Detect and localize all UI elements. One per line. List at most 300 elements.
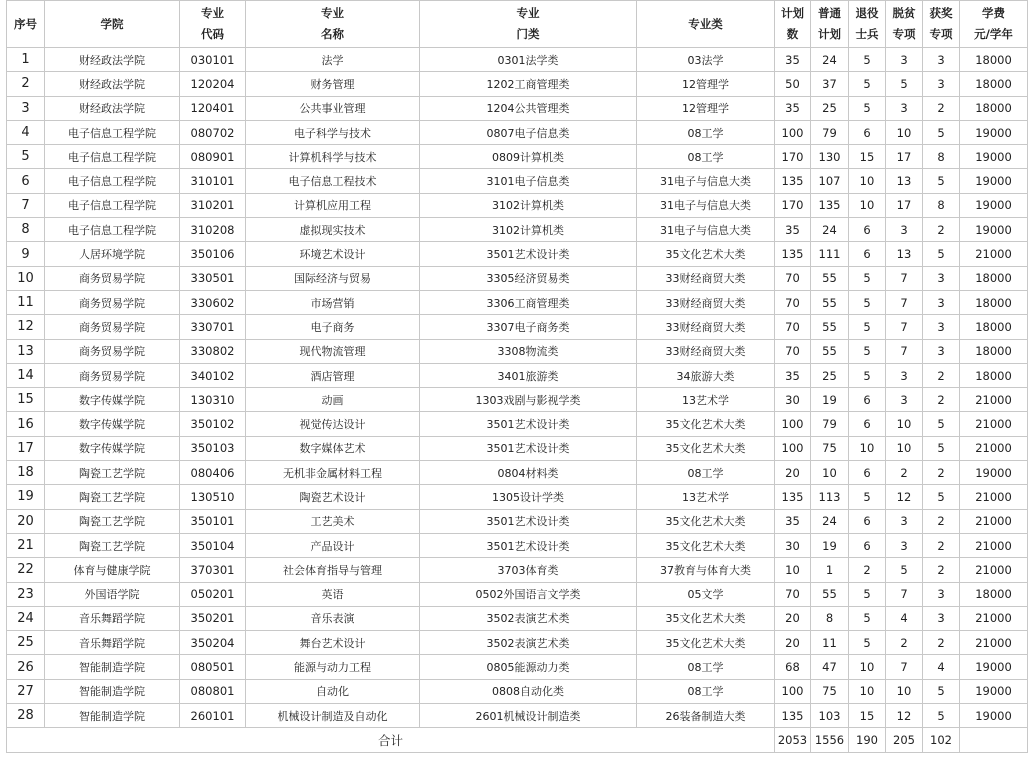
header-poverty [886, 1, 923, 48]
cell-college: 数字传媒学院 [45, 388, 180, 412]
cell-fee: 18000 [960, 72, 1028, 96]
cell-name: 计算机应用工程 [246, 193, 420, 217]
cell-veteran: 5 [849, 315, 886, 339]
cell-general: 79 [811, 120, 849, 144]
cell-college: 外国语学院 [45, 582, 180, 606]
cell-seq: 27 [7, 679, 45, 703]
cell-award: 2 [923, 533, 960, 557]
cell-award: 3 [923, 48, 960, 72]
cell-class: 33财经商贸大类 [637, 290, 775, 314]
cell-fee: 18000 [960, 582, 1028, 606]
cell-code: 350103 [180, 436, 246, 460]
cell-general: 47 [811, 655, 849, 679]
cell-fee: 18000 [960, 96, 1028, 120]
cell-poverty: 7 [886, 290, 923, 314]
cell-code: 350106 [180, 242, 246, 266]
cell-code: 310201 [180, 193, 246, 217]
cell-fee: 21000 [960, 558, 1028, 582]
cell-code: 330701 [180, 315, 246, 339]
cell-plan: 35 [775, 48, 811, 72]
cell-award: 2 [923, 96, 960, 120]
total-veteran: 190 [849, 728, 886, 752]
cell-veteran: 5 [849, 339, 886, 363]
cell-code: 310101 [180, 169, 246, 193]
cell-poverty: 3 [886, 363, 923, 387]
cell-college: 陶瓷工艺学院 [45, 533, 180, 557]
cell-name: 视觉传达设计 [246, 412, 420, 436]
cell-award: 3 [923, 290, 960, 314]
cell-seq: 16 [7, 412, 45, 436]
cell-award: 2 [923, 509, 960, 533]
cell-fee: 18000 [960, 290, 1028, 314]
cell-plan: 70 [775, 315, 811, 339]
cell-poverty: 2 [886, 631, 923, 655]
header-college: 学院 [45, 1, 180, 48]
cell-poverty: 7 [886, 655, 923, 679]
cell-general: 24 [811, 509, 849, 533]
table-row [7, 679, 1028, 703]
cell-college: 陶瓷工艺学院 [45, 485, 180, 509]
cell-general: 25 [811, 363, 849, 387]
cell-award: 5 [923, 436, 960, 460]
header-plan-line2: 数 [786, 27, 799, 41]
cell-name: 市场营销 [246, 290, 420, 314]
cell-general: 107 [811, 169, 849, 193]
cell-general: 10 [811, 461, 849, 485]
table-row [7, 193, 1028, 217]
header-veteran-line2: 士兵 [855, 27, 879, 41]
cell-seq: 1 [7, 48, 45, 72]
header-plan-line1: 计划 [781, 6, 804, 20]
cell-category: 3401旅游类 [420, 363, 637, 387]
cell-seq: 6 [7, 169, 45, 193]
cell-code: 350201 [180, 606, 246, 630]
cell-name: 虚拟现实技术 [246, 218, 420, 242]
cell-general: 55 [811, 266, 849, 290]
table-row [7, 339, 1028, 363]
cell-award: 5 [923, 704, 960, 728]
cell-plan: 30 [775, 388, 811, 412]
header-general [811, 1, 849, 48]
cell-veteran: 6 [849, 242, 886, 266]
table-row [7, 461, 1028, 485]
cell-plan: 10 [775, 558, 811, 582]
cell-category: 0301法学类 [420, 48, 637, 72]
cell-name: 环境艺术设计 [246, 242, 420, 266]
total-general: 1556 [811, 728, 849, 752]
cell-class: 08工学 [637, 145, 775, 169]
cell-code: 350101 [180, 509, 246, 533]
cell-college: 财经政法学院 [45, 96, 180, 120]
cell-class: 12管理学 [637, 72, 775, 96]
cell-seq: 28 [7, 704, 45, 728]
cell-poverty: 13 [886, 169, 923, 193]
cell-plan: 135 [775, 704, 811, 728]
cell-code: 260101 [180, 704, 246, 728]
cell-class: 35文化艺术大类 [637, 509, 775, 533]
cell-name: 音乐表演 [246, 606, 420, 630]
cell-award: 2 [923, 558, 960, 582]
cell-code: 130510 [180, 485, 246, 509]
header-fee-line1: 学费 [982, 6, 1005, 20]
cell-class: 33财经商贸大类 [637, 339, 775, 363]
header-code-line1: 专业 [201, 6, 224, 20]
cell-class: 12管理学 [637, 96, 775, 120]
header-poverty-line1: 脱贫 [892, 6, 916, 20]
cell-fee: 21000 [960, 606, 1028, 630]
cell-poverty: 3 [886, 509, 923, 533]
cell-veteran: 15 [849, 704, 886, 728]
table-row [7, 120, 1028, 144]
cell-name: 现代物流管理 [246, 339, 420, 363]
cell-veteran: 5 [849, 631, 886, 655]
cell-award: 2 [923, 631, 960, 655]
cell-fee: 19000 [960, 218, 1028, 242]
cell-veteran: 5 [849, 290, 886, 314]
total-award: 102 [923, 728, 960, 752]
cell-class: 35文化艺术大类 [637, 412, 775, 436]
cell-poverty: 17 [886, 193, 923, 217]
cell-seq: 15 [7, 388, 45, 412]
cell-seq: 5 [7, 145, 45, 169]
table-row [7, 72, 1028, 96]
cell-category: 3305经济贸易类 [420, 266, 637, 290]
cell-seq: 12 [7, 315, 45, 339]
cell-plan: 35 [775, 363, 811, 387]
cell-award: 2 [923, 388, 960, 412]
cell-class: 35文化艺术大类 [637, 436, 775, 460]
cell-category: 3501艺术设计类 [420, 412, 637, 436]
cell-poverty: 3 [886, 218, 923, 242]
cell-fee: 18000 [960, 315, 1028, 339]
header-class: 专业类 [637, 1, 775, 48]
cell-plan: 35 [775, 509, 811, 533]
cell-general: 130 [811, 145, 849, 169]
cell-college: 电子信息工程学院 [45, 193, 180, 217]
cell-general: 24 [811, 218, 849, 242]
cell-plan: 170 [775, 193, 811, 217]
cell-poverty: 10 [886, 436, 923, 460]
cell-plan: 100 [775, 436, 811, 460]
cell-award: 3 [923, 339, 960, 363]
cell-poverty: 5 [886, 72, 923, 96]
cell-veteran: 5 [849, 96, 886, 120]
cell-veteran: 5 [849, 72, 886, 96]
table-row [7, 509, 1028, 533]
cell-award: 2 [923, 363, 960, 387]
cell-poverty: 7 [886, 582, 923, 606]
cell-code: 310208 [180, 218, 246, 242]
header-row [7, 1, 1028, 48]
cell-college: 数字传媒学院 [45, 412, 180, 436]
cell-seq: 11 [7, 290, 45, 314]
cell-plan: 70 [775, 290, 811, 314]
table-row [7, 363, 1028, 387]
cell-award: 5 [923, 679, 960, 703]
cell-award: 3 [923, 266, 960, 290]
cell-veteran: 6 [849, 533, 886, 557]
cell-seq: 19 [7, 485, 45, 509]
header-name [246, 1, 420, 48]
cell-name: 法学 [246, 48, 420, 72]
table-row [7, 606, 1028, 630]
cell-seq: 8 [7, 218, 45, 242]
cell-college: 商务贸易学院 [45, 339, 180, 363]
cell-fee: 18000 [960, 339, 1028, 363]
cell-award: 8 [923, 145, 960, 169]
cell-name: 动画 [246, 388, 420, 412]
cell-veteran: 10 [849, 679, 886, 703]
header-plan [775, 1, 811, 48]
table-row [7, 290, 1028, 314]
cell-category: 3306工商管理类 [420, 290, 637, 314]
cell-seq: 2 [7, 72, 45, 96]
cell-class: 35文化艺术大类 [637, 606, 775, 630]
header-code [180, 1, 246, 48]
cell-code: 130310 [180, 388, 246, 412]
total-plan: 2053 [775, 728, 811, 752]
cell-class: 34旅游大类 [637, 363, 775, 387]
header-award [923, 1, 960, 48]
cell-poverty: 12 [886, 704, 923, 728]
header-category-line2: 门类 [516, 27, 540, 41]
cell-code: 330802 [180, 339, 246, 363]
cell-veteran: 10 [849, 193, 886, 217]
cell-category: 3102计算机类 [420, 218, 637, 242]
cell-veteran: 5 [849, 266, 886, 290]
cell-class: 08工学 [637, 655, 775, 679]
cell-class: 13艺术学 [637, 388, 775, 412]
cell-plan: 170 [775, 145, 811, 169]
cell-category: 3102计算机类 [420, 193, 637, 217]
cell-code: 120401 [180, 96, 246, 120]
cell-poverty: 2 [886, 461, 923, 485]
cell-veteran: 15 [849, 145, 886, 169]
cell-fee: 18000 [960, 363, 1028, 387]
cell-college: 陶瓷工艺学院 [45, 509, 180, 533]
cell-code: 080501 [180, 655, 246, 679]
cell-seq: 22 [7, 558, 45, 582]
cell-college: 商务贸易学院 [45, 315, 180, 339]
header-general-line2: 计划 [818, 27, 841, 41]
cell-class: 26装备制造大类 [637, 704, 775, 728]
table-row [7, 631, 1028, 655]
cell-award: 4 [923, 655, 960, 679]
cell-fee: 19000 [960, 655, 1028, 679]
cell-name: 酒店管理 [246, 363, 420, 387]
cell-name: 陶瓷艺术设计 [246, 485, 420, 509]
cell-award: 3 [923, 315, 960, 339]
table-row [7, 145, 1028, 169]
table-row [7, 388, 1028, 412]
cell-seq: 14 [7, 363, 45, 387]
cell-plan: 20 [775, 461, 811, 485]
cell-veteran: 6 [849, 461, 886, 485]
cell-seq: 23 [7, 582, 45, 606]
cell-veteran: 10 [849, 169, 886, 193]
table-row [7, 169, 1028, 193]
cell-general: 55 [811, 315, 849, 339]
cell-code: 050201 [180, 582, 246, 606]
cell-award: 5 [923, 120, 960, 144]
cell-code: 350104 [180, 533, 246, 557]
cell-name: 舞台艺术设计 [246, 631, 420, 655]
cell-fee: 21000 [960, 388, 1028, 412]
cell-college: 财经政法学院 [45, 48, 180, 72]
cell-name: 自动化 [246, 679, 420, 703]
cell-college: 商务贸易学院 [45, 290, 180, 314]
cell-college: 财经政法学院 [45, 72, 180, 96]
cell-general: 55 [811, 339, 849, 363]
table-body [7, 48, 1028, 728]
cell-name: 工艺美术 [246, 509, 420, 533]
total-poverty: 205 [886, 728, 923, 752]
cell-seq: 4 [7, 120, 45, 144]
cell-plan: 70 [775, 266, 811, 290]
cell-code: 330501 [180, 266, 246, 290]
cell-seq: 13 [7, 339, 45, 363]
cell-name: 能源与动力工程 [246, 655, 420, 679]
cell-veteran: 5 [849, 582, 886, 606]
cell-category: 0808自动化类 [420, 679, 637, 703]
total-label: 合计 [7, 728, 775, 752]
cell-award: 3 [923, 606, 960, 630]
cell-college: 人居环境学院 [45, 242, 180, 266]
cell-name: 数字媒体艺术 [246, 436, 420, 460]
cell-category: 1204公共管理类 [420, 96, 637, 120]
cell-college: 智能制造学院 [45, 655, 180, 679]
cell-college: 商务贸易学院 [45, 363, 180, 387]
cell-category: 2601机械设计制造类 [420, 704, 637, 728]
cell-fee: 19000 [960, 461, 1028, 485]
cell-category: 3703体育类 [420, 558, 637, 582]
cell-college: 电子信息工程学院 [45, 169, 180, 193]
cell-category: 3501艺术设计类 [420, 533, 637, 557]
cell-general: 19 [811, 533, 849, 557]
cell-name: 电子信息工程技术 [246, 169, 420, 193]
table-row [7, 315, 1028, 339]
cell-name: 电子科学与技术 [246, 120, 420, 144]
cell-category: 0805能源动力类 [420, 655, 637, 679]
cell-veteran: 6 [849, 509, 886, 533]
cell-name: 无机非金属材料工程 [246, 461, 420, 485]
cell-veteran: 6 [849, 120, 886, 144]
cell-category: 3501艺术设计类 [420, 242, 637, 266]
header-name-line2: 名称 [321, 27, 344, 41]
cell-fee: 21000 [960, 533, 1028, 557]
cell-award: 5 [923, 412, 960, 436]
cell-award: 5 [923, 169, 960, 193]
cell-seq: 21 [7, 533, 45, 557]
cell-category: 0809计算机类 [420, 145, 637, 169]
cell-fee: 19000 [960, 704, 1028, 728]
cell-general: 113 [811, 485, 849, 509]
cell-poverty: 3 [886, 96, 923, 120]
cell-award: 8 [923, 193, 960, 217]
header-general-line1: 普通 [818, 6, 841, 20]
cell-class: 37教育与体育大类 [637, 558, 775, 582]
cell-plan: 30 [775, 533, 811, 557]
header-award-line1: 获奖 [929, 6, 953, 20]
cell-college: 电子信息工程学院 [45, 145, 180, 169]
cell-class: 35文化艺术大类 [637, 631, 775, 655]
table-row [7, 242, 1028, 266]
cell-fee: 21000 [960, 509, 1028, 533]
cell-poverty: 3 [886, 533, 923, 557]
cell-college: 智能制造学院 [45, 704, 180, 728]
cell-seq: 17 [7, 436, 45, 460]
cell-poverty: 7 [886, 339, 923, 363]
cell-college: 音乐舞蹈学院 [45, 606, 180, 630]
cell-class: 03法学 [637, 48, 775, 72]
cell-plan: 20 [775, 631, 811, 655]
cell-seq: 7 [7, 193, 45, 217]
cell-seq: 26 [7, 655, 45, 679]
cell-college: 电子信息工程学院 [45, 120, 180, 144]
cell-name: 社会体育指导与管理 [246, 558, 420, 582]
cell-fee: 19000 [960, 120, 1028, 144]
header-fee-line2: 元/学年 [974, 27, 1013, 41]
cell-name: 产品设计 [246, 533, 420, 557]
cell-general: 19 [811, 388, 849, 412]
cell-general: 25 [811, 96, 849, 120]
cell-plan: 135 [775, 169, 811, 193]
cell-veteran: 5 [849, 485, 886, 509]
table-row [7, 436, 1028, 460]
cell-plan: 100 [775, 679, 811, 703]
cell-fee: 19000 [960, 679, 1028, 703]
cell-general: 24 [811, 48, 849, 72]
cell-poverty: 3 [886, 48, 923, 72]
cell-award: 5 [923, 242, 960, 266]
total-fee [960, 728, 1028, 752]
cell-veteran: 5 [849, 363, 886, 387]
cell-class: 35文化艺术大类 [637, 242, 775, 266]
table-row [7, 533, 1028, 557]
cell-code: 080406 [180, 461, 246, 485]
cell-fee: 21000 [960, 412, 1028, 436]
cell-veteran: 6 [849, 388, 886, 412]
cell-college: 体育与健康学院 [45, 558, 180, 582]
cell-category: 0502外国语言文学类 [420, 582, 637, 606]
cell-fee: 18000 [960, 48, 1028, 72]
cell-class: 08工学 [637, 679, 775, 703]
cell-plan: 70 [775, 339, 811, 363]
cell-code: 330602 [180, 290, 246, 314]
cell-category: 1202工商管理类 [420, 72, 637, 96]
cell-plan: 135 [775, 485, 811, 509]
cell-category: 3502表演艺术类 [420, 631, 637, 655]
table-row [7, 655, 1028, 679]
cell-poverty: 7 [886, 266, 923, 290]
table-row [7, 266, 1028, 290]
cell-veteran: 6 [849, 412, 886, 436]
cell-plan: 100 [775, 412, 811, 436]
cell-plan: 35 [775, 96, 811, 120]
cell-code: 350102 [180, 412, 246, 436]
cell-poverty: 4 [886, 606, 923, 630]
header-category-line1: 专业 [516, 6, 540, 20]
cell-poverty: 17 [886, 145, 923, 169]
cell-seq: 18 [7, 461, 45, 485]
cell-name: 公共事业管理 [246, 96, 420, 120]
cell-college: 音乐舞蹈学院 [45, 631, 180, 655]
cell-award: 3 [923, 582, 960, 606]
header-fee [960, 1, 1028, 48]
cell-general: 135 [811, 193, 849, 217]
header-seq: 序号 [7, 1, 45, 48]
cell-class: 31电子与信息大类 [637, 218, 775, 242]
